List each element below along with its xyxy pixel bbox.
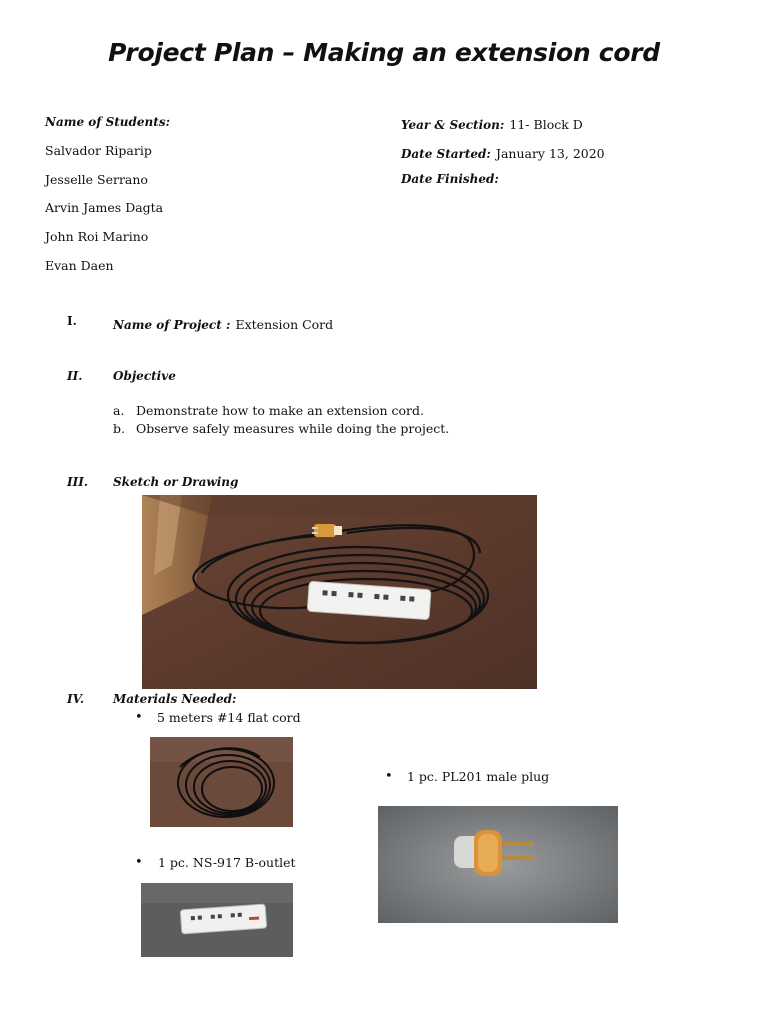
- section-number: III.: [67, 475, 89, 489]
- material-item: 5 meters #14 flat cord: [157, 710, 301, 725]
- objective-marker: b.: [113, 421, 125, 436]
- year-section: [401, 114, 583, 133]
- section-number: II.: [67, 369, 83, 383]
- bullet-icon: •: [385, 769, 393, 784]
- section-number: IV.: [67, 692, 85, 706]
- student-name: Arvin James Dagta: [45, 200, 164, 215]
- year-section-value: 11- Block D: [509, 117, 583, 132]
- extension-cord-photo: [142, 495, 537, 689]
- student-name: John Roi Marino: [45, 229, 149, 244]
- objective-marker: a.: [113, 403, 125, 418]
- project-name: [113, 314, 333, 333]
- project-name-value: Extension Cord: [235, 317, 334, 332]
- objective-item: Observe safely measures while doing the project.: [136, 421, 450, 436]
- date-started-label: Date Started:: [401, 147, 491, 161]
- male-plug-photo: [378, 806, 618, 923]
- student-name: Evan Daen: [45, 258, 114, 273]
- bullet-icon: •: [135, 710, 143, 725]
- bullet-icon: •: [135, 855, 143, 870]
- section-number: I.: [67, 314, 77, 328]
- student-name: Salvador Riparip: [45, 143, 152, 158]
- material-item: 1 pc. NS-917 B-outlet: [158, 855, 296, 870]
- objective-heading: Objective: [113, 369, 176, 383]
- date-started-value: January 13, 2020: [495, 146, 605, 161]
- outlet-photo: [141, 883, 293, 957]
- page-title: Project Plan – Making an extension cord: [108, 38, 660, 67]
- sketch-heading: Sketch or Drawing: [113, 475, 239, 489]
- flat-cord-photo: [150, 737, 293, 827]
- materials-heading: Materials Needed:: [113, 692, 237, 706]
- material-item: 1 pc. PL201 male plug: [407, 769, 550, 784]
- date-started: [401, 143, 605, 162]
- objective-item: Demonstrate how to make an extension cord.: [136, 403, 424, 418]
- student-name: Jesselle Serrano: [45, 172, 148, 187]
- students-label: Name of Students:: [45, 115, 171, 129]
- year-section-label: Year & Section:: [401, 118, 505, 132]
- project-name-label: Name of Project :: [113, 318, 231, 332]
- date-finished-label: Date Finished:: [401, 172, 499, 186]
